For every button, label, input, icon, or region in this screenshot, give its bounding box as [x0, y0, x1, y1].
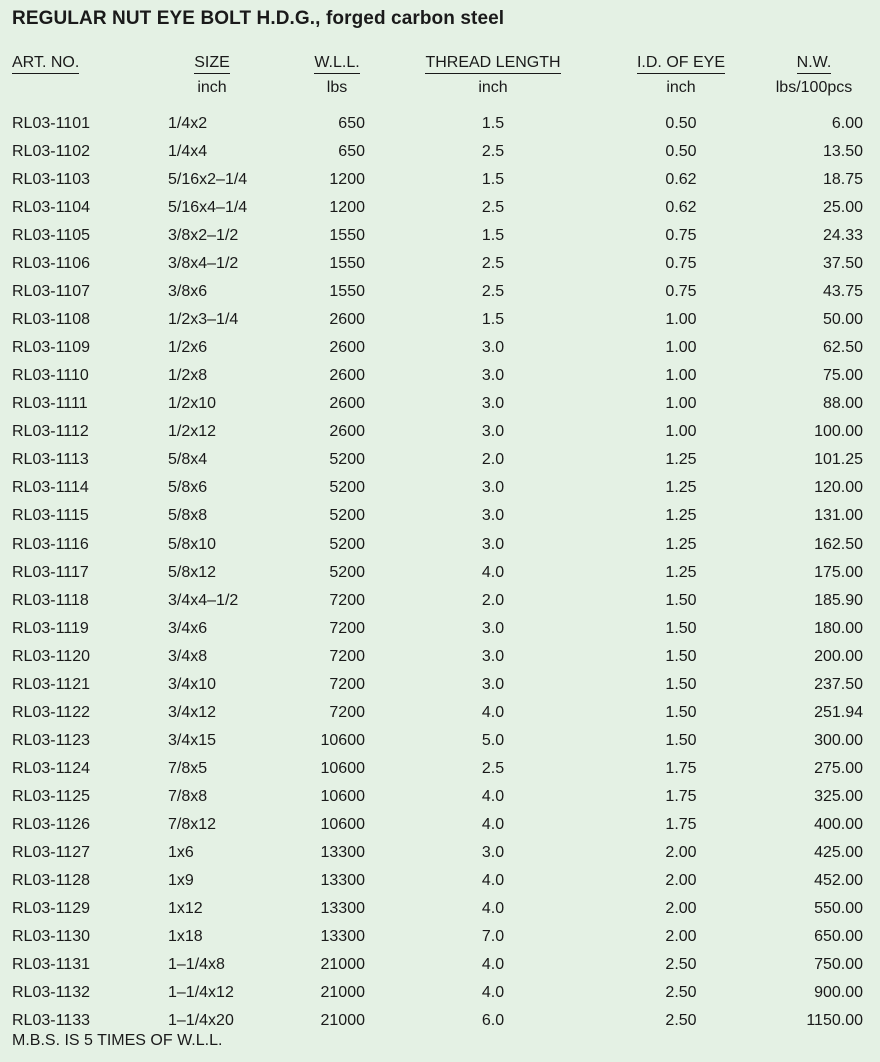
table-cell-art: RL03-1113 — [12, 451, 89, 469]
table-cell-eye: 2.50 — [665, 983, 697, 1001]
table-cell-thread: 2.5 — [481, 199, 505, 217]
table-cell-wll: 21000 — [320, 955, 365, 973]
table-cell-art: RL03-1124 — [12, 759, 90, 777]
table-cell-nw: 251.94 — [814, 703, 863, 721]
table-cell-size: 1x6 — [168, 843, 194, 861]
table-cell-size: 5/8x4 — [168, 451, 208, 469]
table-cell-wll: 2600 — [329, 395, 365, 413]
table-cell-nw: 101.25 — [814, 451, 863, 469]
table-cell-nw: 185.90 — [814, 591, 863, 609]
table-cell-wll: 1550 — [329, 227, 365, 245]
table-cell-thread: 3.0 — [481, 479, 505, 497]
table-cell-eye: 0.75 — [665, 283, 697, 301]
table-cell-eye: 1.00 — [665, 339, 697, 357]
table-cell-eye: 1.50 — [665, 619, 697, 637]
table-cell-eye: 1.50 — [665, 591, 697, 609]
table-cell-nw: 37.50 — [822, 255, 863, 273]
table-cell-wll: 5200 — [329, 535, 365, 553]
table-cell-wll: 1550 — [329, 283, 365, 301]
table-cell-thread: 3.0 — [481, 535, 505, 553]
table-cell-thread: 2.0 — [481, 451, 505, 469]
table-cell-eye: 1.50 — [665, 731, 697, 749]
column-header-label: N.W. — [797, 54, 832, 74]
table-cell-eye: 0.75 — [665, 255, 697, 273]
table-cell-thread: 4.0 — [481, 871, 505, 889]
table-cell-thread: 4.0 — [481, 563, 505, 581]
table-cell-size: 3/4x4–1/2 — [168, 591, 239, 609]
table-cell-wll: 7200 — [329, 703, 365, 721]
table-cell-nw: 650.00 — [814, 927, 863, 945]
table-cell-thread: 1.5 — [481, 171, 505, 189]
table-cell-size: 5/8x8 — [168, 507, 208, 525]
column-header-size — [168, 53, 256, 74]
column-unit-eye: inch — [666, 79, 696, 96]
table-cell-size: 3/4x8 — [168, 647, 208, 665]
table-cell-thread: 3.0 — [481, 507, 505, 525]
table-cell-wll: 5200 — [329, 479, 365, 497]
table-cell-art: RL03-1133 — [12, 1012, 90, 1029]
table-cell-size: 7/8x5 — [168, 759, 208, 777]
table-cell-size: 7/8x8 — [168, 787, 208, 805]
table-cell-size: 1–1/4x12 — [168, 983, 234, 1001]
table-cell-thread: 4.0 — [481, 899, 505, 917]
table-cell-art: RL03-1107 — [12, 283, 90, 301]
table-cell-thread: 2.5 — [481, 759, 505, 777]
table-cell-eye: 1.50 — [665, 675, 697, 693]
table-cell-thread: 6.0 — [481, 1012, 505, 1029]
footnote: M.B.S. IS 5 TIMES OF W.L.L. — [12, 1032, 223, 1049]
table-cell-eye: 1.00 — [665, 423, 697, 441]
table-cell-wll: 10600 — [320, 759, 365, 777]
table-cell-art: RL03-1131 — [12, 955, 90, 973]
table-cell-eye: 0.62 — [665, 171, 697, 189]
table-cell-eye: 2.00 — [665, 927, 697, 945]
table-cell-nw: 325.00 — [814, 787, 863, 805]
table-cell-thread: 4.0 — [481, 983, 505, 1001]
table-cell-art: RL03-1103 — [12, 171, 90, 189]
table-cell-art: RL03-1122 — [12, 703, 90, 721]
table-cell-size: 7/8x12 — [168, 815, 217, 833]
table-cell-size: 1/4x2 — [168, 115, 208, 132]
table-cell-art: RL03-1123 — [12, 731, 90, 749]
table-cell-nw: 120.00 — [814, 479, 863, 497]
table-cell-wll: 21000 — [320, 1012, 365, 1029]
table-cell-eye: 1.75 — [665, 759, 697, 777]
table-cell-art: RL03-1109 — [12, 339, 90, 357]
table-cell-art: RL03-1102 — [12, 143, 90, 160]
table-cell-wll: 13300 — [320, 843, 365, 861]
table-cell-size: 3/4x10 — [168, 675, 217, 693]
table-cell-thread: 5.0 — [481, 731, 505, 749]
column-unit-size: inch — [197, 79, 227, 96]
table-cell-thread: 3.0 — [481, 647, 505, 665]
table-cell-nw: 452.00 — [814, 871, 863, 889]
column-header-wll — [290, 53, 384, 74]
table-cell-size: 3/4x15 — [168, 731, 217, 749]
table-cell-nw: 6.00 — [831, 115, 863, 132]
table-cell-art: RL03-1101 — [12, 115, 90, 132]
table-cell-art: RL03-1112 — [12, 423, 89, 441]
table-cell-eye: 1.50 — [665, 647, 697, 665]
table-cell-eye: 0.62 — [665, 199, 697, 217]
table-cell-thread: 2.5 — [481, 143, 505, 160]
table-cell-art: RL03-1129 — [12, 899, 90, 917]
table-cell-art: RL03-1115 — [12, 507, 89, 525]
table-cell-thread: 4.0 — [481, 787, 505, 805]
table-cell-nw: 100.00 — [814, 423, 863, 441]
column-header-eye — [620, 53, 742, 74]
table-cell-wll: 5200 — [329, 451, 365, 469]
table-cell-thread: 3.0 — [481, 395, 505, 413]
table-cell-size: 1x18 — [168, 927, 203, 945]
column-header-art — [12, 53, 152, 74]
page-title: REGULAR NUT EYE BOLT H.D.G., forged carbon steel — [12, 8, 505, 29]
table-cell-wll: 1200 — [329, 171, 365, 189]
table-cell-eye: 1.75 — [665, 787, 697, 805]
table-cell-thread: 3.0 — [481, 423, 505, 441]
table-cell-wll: 2600 — [329, 311, 365, 329]
table-cell-size: 1/2x3–1/4 — [168, 311, 239, 329]
column-header-label: ART. NO. — [12, 54, 79, 74]
table-cell-art: RL03-1126 — [12, 815, 90, 833]
table-cell-nw: 18.75 — [822, 171, 863, 189]
table-cell-size: 1–1/4x8 — [168, 955, 225, 973]
table-cell-eye: 1.50 — [665, 703, 697, 721]
table-cell-size: 3/8x6 — [168, 283, 208, 301]
table-cell-art: RL03-1132 — [12, 983, 90, 1001]
table-cell-nw: 275.00 — [814, 759, 863, 777]
table-cell-wll: 7200 — [329, 591, 365, 609]
table-cell-thread: 7.0 — [481, 927, 505, 945]
table-cell-nw: 175.00 — [814, 563, 863, 581]
table-cell-thread: 3.0 — [481, 675, 505, 693]
table-cell-size: 3/8x4–1/2 — [168, 255, 239, 273]
table-cell-nw: 75.00 — [822, 367, 863, 385]
table-cell-art: RL03-1130 — [12, 927, 90, 945]
table-cell-wll: 13300 — [320, 927, 365, 945]
table-cell-eye: 2.00 — [665, 899, 697, 917]
table-cell-art: RL03-1108 — [12, 311, 90, 329]
column-unit-thread: inch — [478, 79, 508, 96]
table-cell-size: 5/8x10 — [168, 535, 217, 553]
table-cell-nw: 900.00 — [814, 983, 863, 1001]
table-cell-eye: 1.25 — [665, 451, 697, 469]
table-cell-wll: 5200 — [329, 507, 365, 525]
table-cell-size: 1/4x4 — [168, 143, 208, 160]
table-cell-nw: 200.00 — [814, 647, 863, 665]
table-cell-nw: 237.50 — [814, 675, 863, 693]
table-cell-nw: 180.00 — [814, 619, 863, 637]
table-cell-thread: 2.5 — [481, 283, 505, 301]
table-cell-art: RL03-1111 — [12, 395, 88, 413]
table-cell-thread: 3.0 — [481, 843, 505, 861]
table-cell-size: 5/16x4–1/4 — [168, 199, 248, 217]
table-cell-nw: 300.00 — [814, 731, 863, 749]
table-cell-size: 5/16x2–1/4 — [168, 171, 248, 189]
table-cell-art: RL03-1127 — [12, 843, 90, 861]
table-cell-wll: 1550 — [329, 255, 365, 273]
table-cell-wll: 10600 — [320, 815, 365, 833]
table-cell-art: RL03-1114 — [12, 479, 89, 497]
table-cell-art: RL03-1110 — [12, 367, 89, 385]
table-cell-art: RL03-1128 — [12, 871, 90, 889]
table-cell-wll: 2600 — [329, 367, 365, 385]
column-header-thread — [410, 53, 576, 74]
table-cell-eye: 1.25 — [665, 479, 697, 497]
table-cell-eye: 1.00 — [665, 367, 697, 385]
table-cell-eye: 2.00 — [665, 843, 697, 861]
table-cell-art: RL03-1118 — [12, 591, 89, 609]
table-cell-eye: 1.25 — [665, 563, 697, 581]
column-header-label: SIZE — [194, 54, 230, 74]
table-cell-nw: 43.75 — [822, 283, 863, 301]
table-cell-nw: 750.00 — [814, 955, 863, 973]
column-header-label: W.L.L. — [314, 54, 359, 74]
table-cell-thread: 1.5 — [481, 227, 505, 245]
table-cell-wll: 650 — [338, 115, 365, 132]
table-cell-wll: 10600 — [320, 787, 365, 805]
table-cell-wll: 650 — [338, 143, 365, 160]
table-cell-thread: 2.5 — [481, 255, 505, 273]
table-cell-thread: 2.0 — [481, 591, 505, 609]
table-cell-art: RL03-1106 — [12, 255, 90, 273]
table-cell-eye: 1.25 — [665, 507, 697, 525]
table-cell-size: 1/2x12 — [168, 423, 217, 441]
table-cell-wll: 2600 — [329, 423, 365, 441]
table-cell-wll: 7200 — [329, 647, 365, 665]
table-cell-art: RL03-1121 — [12, 675, 90, 693]
column-header-label: I.D. OF EYE — [637, 54, 725, 74]
table-cell-thread: 3.0 — [481, 619, 505, 637]
table-cell-thread: 1.5 — [481, 115, 505, 132]
table-cell-art: RL03-1119 — [12, 619, 89, 637]
column-header-nw — [752, 53, 876, 74]
table-cell-eye: 1.00 — [665, 311, 697, 329]
table-cell-wll: 2600 — [329, 339, 365, 357]
table-cell-thread: 4.0 — [481, 703, 505, 721]
table-cell-nw: 162.50 — [814, 535, 863, 553]
column-header-label: THREAD LENGTH — [425, 54, 560, 74]
table-cell-wll: 10600 — [320, 731, 365, 749]
table-cell-wll: 7200 — [329, 675, 365, 693]
table-cell-thread: 1.5 — [481, 311, 505, 329]
table-cell-eye: 2.50 — [665, 1012, 697, 1029]
table-cell-art: RL03-1104 — [12, 199, 90, 217]
table-cell-wll: 13300 — [320, 871, 365, 889]
table-cell-nw: 25.00 — [822, 199, 863, 217]
table-cell-size: 3/4x12 — [168, 703, 217, 721]
table-cell-wll: 1200 — [329, 199, 365, 217]
table-cell-size: 1x12 — [168, 899, 203, 917]
table-cell-art: RL03-1117 — [12, 563, 89, 581]
table-cell-wll: 13300 — [320, 899, 365, 917]
table-cell-nw: 1150.00 — [806, 1012, 863, 1029]
table-cell-size: 5/8x6 — [168, 479, 208, 497]
table-cell-art: RL03-1116 — [12, 535, 89, 553]
table-cell-nw: 24.33 — [822, 227, 863, 245]
table-cell-nw: 62.50 — [822, 339, 863, 357]
table-cell-eye: 1.00 — [665, 395, 697, 413]
table-cell-thread: 4.0 — [481, 815, 505, 833]
table-cell-eye: 0.75 — [665, 227, 697, 245]
table-cell-wll: 7200 — [329, 619, 365, 637]
table-cell-nw: 425.00 — [814, 843, 863, 861]
table-cell-art: RL03-1105 — [12, 227, 90, 245]
table-cell-size: 3/4x6 — [168, 619, 208, 637]
table-cell-size: 1/2x10 — [168, 395, 217, 413]
table-cell-eye: 0.50 — [665, 143, 697, 160]
table-cell-size: 1–1/4x20 — [168, 1012, 234, 1029]
table-cell-size: 5/8x12 — [168, 563, 217, 581]
table-cell-size: 1x9 — [168, 871, 194, 889]
table-cell-eye: 1.75 — [665, 815, 697, 833]
table-cell-nw: 400.00 — [814, 815, 863, 833]
table-cell-thread: 3.0 — [481, 367, 505, 385]
table-cell-size: 1/2x8 — [168, 367, 208, 385]
table-cell-wll: 5200 — [329, 563, 365, 581]
table-cell-nw: 50.00 — [822, 311, 863, 329]
table-cell-size: 3/8x2–1/2 — [168, 227, 239, 245]
table-cell-eye: 2.00 — [665, 871, 697, 889]
table-cell-thread: 4.0 — [481, 955, 505, 973]
table-cell-thread: 3.0 — [481, 339, 505, 357]
table-cell-nw: 88.00 — [822, 395, 863, 413]
table-cell-eye: 1.25 — [665, 535, 697, 553]
table-cell-wll: 21000 — [320, 983, 365, 1001]
table-cell-size: 1/2x6 — [168, 339, 208, 357]
table-cell-eye: 0.50 — [665, 115, 697, 132]
table-cell-art: RL03-1125 — [12, 787, 90, 805]
column-unit-wll: lbs — [326, 79, 348, 96]
column-unit-nw: lbs/100pcs — [775, 79, 853, 96]
table-cell-eye: 2.50 — [665, 955, 697, 973]
table-cell-nw: 131.00 — [814, 507, 863, 525]
table-cell-nw: 13.50 — [822, 143, 863, 160]
table-cell-art: RL03-1120 — [12, 647, 90, 665]
table-cell-nw: 550.00 — [814, 899, 863, 917]
